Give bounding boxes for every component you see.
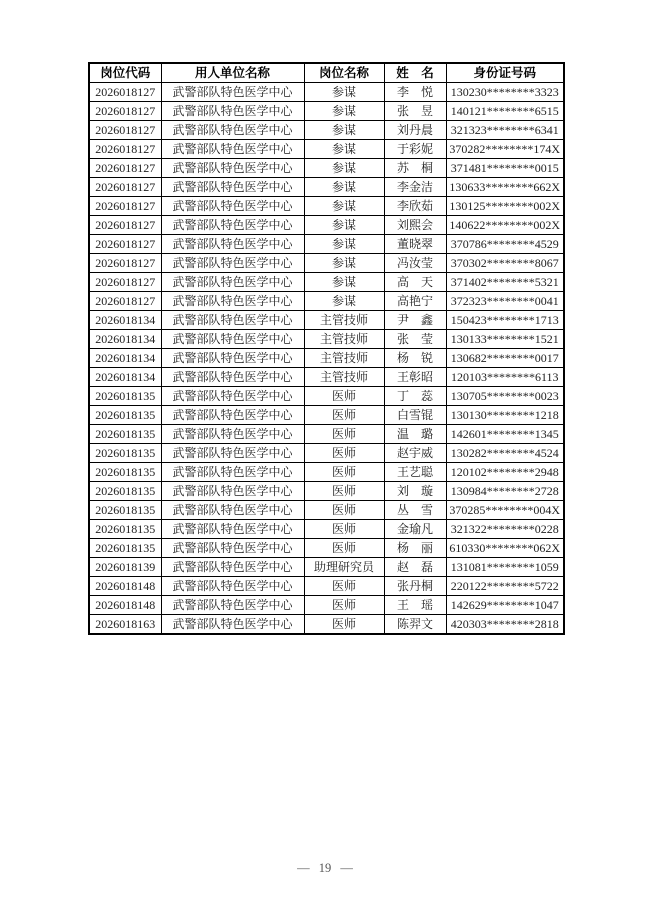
cell-id-number: 140622********002X xyxy=(446,216,564,235)
cell-employer-name: 武警部队特色医学中心 xyxy=(161,311,304,330)
cell-position-code: 2026018127 xyxy=(89,216,161,235)
cell-id-number: 372323********0041 xyxy=(446,292,564,311)
cell-position-name: 参谋 xyxy=(304,83,384,102)
cell-person-name: 刘丹晨 xyxy=(384,121,446,140)
cell-person-name: 丛 雪 xyxy=(384,501,446,520)
cell-person-name: 李欣茹 xyxy=(384,197,446,216)
cell-position-name: 医师 xyxy=(304,425,384,444)
col-header-person-name: 姓 名 xyxy=(384,63,446,83)
cell-employer-name: 武警部队特色医学中心 xyxy=(161,444,304,463)
cell-position-name: 医师 xyxy=(304,520,384,539)
cell-person-name: 王彰昭 xyxy=(384,368,446,387)
cell-person-name: 董晓翠 xyxy=(384,235,446,254)
cell-employer-name: 武警部队特色医学中心 xyxy=(161,520,304,539)
cell-employer-name: 武警部队特色医学中心 xyxy=(161,216,304,235)
cell-id-number: 370302********8067 xyxy=(446,254,564,273)
cell-person-name: 尹 鑫 xyxy=(384,311,446,330)
cell-person-name: 丁 蕊 xyxy=(384,387,446,406)
table-row xyxy=(89,596,564,615)
cell-id-number: 130230********3323 xyxy=(446,83,564,102)
cell-employer-name: 武警部队特色医学中心 xyxy=(161,330,304,349)
cell-person-name: 王艺聪 xyxy=(384,463,446,482)
cell-person-name: 张 昱 xyxy=(384,102,446,121)
cell-employer-name: 武警部队特色医学中心 xyxy=(161,482,304,501)
table-row xyxy=(89,140,564,159)
cell-position-name: 参谋 xyxy=(304,273,384,292)
cell-position-name: 主管技师 xyxy=(304,368,384,387)
cell-id-number: 130130********1218 xyxy=(446,406,564,425)
table-row xyxy=(89,577,564,596)
table-row xyxy=(89,482,564,501)
cell-position-code: 2026018135 xyxy=(89,425,161,444)
cell-position-name: 参谋 xyxy=(304,159,384,178)
cell-employer-name: 武警部队特色医学中心 xyxy=(161,349,304,368)
cell-id-number: 370285********004X xyxy=(446,501,564,520)
cell-employer-name: 武警部队特色医学中心 xyxy=(161,615,304,635)
cell-person-name: 张 莹 xyxy=(384,330,446,349)
cell-employer-name: 武警部队特色医学中心 xyxy=(161,254,304,273)
recruitment-roster-table xyxy=(88,62,565,635)
cell-position-name: 参谋 xyxy=(304,254,384,273)
table-row xyxy=(89,368,564,387)
cell-employer-name: 武警部队特色医学中心 xyxy=(161,292,304,311)
cell-id-number: 130682********0017 xyxy=(446,349,564,368)
cell-position-name: 医师 xyxy=(304,596,384,615)
table-row xyxy=(89,83,564,102)
cell-person-name: 王 瑶 xyxy=(384,596,446,615)
cell-position-code: 2026018127 xyxy=(89,159,161,178)
table-row xyxy=(89,539,564,558)
cell-employer-name: 武警部队特色医学中心 xyxy=(161,121,304,140)
table-row xyxy=(89,463,564,482)
cell-employer-name: 武警部队特色医学中心 xyxy=(161,159,304,178)
cell-id-number: 370786********4529 xyxy=(446,235,564,254)
cell-position-code: 2026018127 xyxy=(89,140,161,159)
table-row xyxy=(89,406,564,425)
cell-person-name: 温 璐 xyxy=(384,425,446,444)
cell-position-code: 2026018135 xyxy=(89,501,161,520)
cell-employer-name: 武警部队特色医学中心 xyxy=(161,140,304,159)
cell-position-code: 2026018135 xyxy=(89,387,161,406)
cell-position-name: 参谋 xyxy=(304,102,384,121)
table-row xyxy=(89,349,564,368)
cell-person-name: 李 悦 xyxy=(384,83,446,102)
cell-employer-name: 武警部队特色医学中心 xyxy=(161,577,304,596)
cell-id-number: 371402********5321 xyxy=(446,273,564,292)
cell-id-number: 130705********0023 xyxy=(446,387,564,406)
cell-position-code: 2026018127 xyxy=(89,235,161,254)
cell-employer-name: 武警部队特色医学中心 xyxy=(161,83,304,102)
cell-position-code: 2026018135 xyxy=(89,539,161,558)
cell-employer-name: 武警部队特色医学中心 xyxy=(161,539,304,558)
cell-id-number: 150423********1713 xyxy=(446,311,564,330)
cell-position-name: 医师 xyxy=(304,539,384,558)
table-row xyxy=(89,444,564,463)
cell-id-number: 220122********5722 xyxy=(446,577,564,596)
cell-employer-name: 武警部队特色医学中心 xyxy=(161,501,304,520)
cell-id-number: 610330********062X xyxy=(446,539,564,558)
cell-person-name: 苏 桐 xyxy=(384,159,446,178)
cell-person-name: 赵 磊 xyxy=(384,558,446,577)
table-row xyxy=(89,311,564,330)
cell-position-code: 2026018127 xyxy=(89,121,161,140)
table-row xyxy=(89,615,564,635)
cell-position-name: 参谋 xyxy=(304,178,384,197)
table-row xyxy=(89,121,564,140)
cell-employer-name: 武警部队特色医学中心 xyxy=(161,425,304,444)
cell-id-number: 130133********1521 xyxy=(446,330,564,349)
cell-position-code: 2026018148 xyxy=(89,596,161,615)
table-row xyxy=(89,501,564,520)
table-row xyxy=(89,159,564,178)
cell-employer-name: 武警部队特色医学中心 xyxy=(161,273,304,292)
cell-position-name: 医师 xyxy=(304,482,384,501)
cell-employer-name: 武警部队特色医学中心 xyxy=(161,387,304,406)
cell-position-code: 2026018135 xyxy=(89,482,161,501)
cell-position-name: 参谋 xyxy=(304,292,384,311)
cell-person-name: 陈羿文 xyxy=(384,615,446,635)
cell-person-name: 冯汝莹 xyxy=(384,254,446,273)
cell-position-name: 参谋 xyxy=(304,121,384,140)
cell-id-number: 130282********4524 xyxy=(446,444,564,463)
cell-person-name: 杨 丽 xyxy=(384,539,446,558)
table-row xyxy=(89,425,564,444)
table-row xyxy=(89,178,564,197)
cell-position-code: 2026018135 xyxy=(89,444,161,463)
cell-person-name: 高 天 xyxy=(384,273,446,292)
cell-id-number: 371481********0015 xyxy=(446,159,564,178)
table-row xyxy=(89,558,564,577)
table-row xyxy=(89,292,564,311)
cell-position-code: 2026018127 xyxy=(89,273,161,292)
cell-position-code: 2026018127 xyxy=(89,197,161,216)
cell-employer-name: 武警部队特色医学中心 xyxy=(161,596,304,615)
cell-position-name: 参谋 xyxy=(304,235,384,254)
cell-position-name: 医师 xyxy=(304,615,384,635)
cell-position-code: 2026018127 xyxy=(89,178,161,197)
table-header-row xyxy=(89,63,564,83)
cell-id-number: 130984********2728 xyxy=(446,482,564,501)
cell-id-number: 321323********6341 xyxy=(446,121,564,140)
cell-position-code: 2026018134 xyxy=(89,368,161,387)
table-row xyxy=(89,235,564,254)
cell-employer-name: 武警部队特色医学中心 xyxy=(161,235,304,254)
table-row xyxy=(89,330,564,349)
cell-id-number: 142629********1047 xyxy=(446,596,564,615)
cell-position-code: 2026018127 xyxy=(89,83,161,102)
cell-position-name: 医师 xyxy=(304,387,384,406)
cell-person-name: 刘 璇 xyxy=(384,482,446,501)
page-number-footer: — 19 — xyxy=(297,861,353,875)
cell-employer-name: 武警部队特色医学中心 xyxy=(161,368,304,387)
cell-position-code: 2026018135 xyxy=(89,463,161,482)
cell-position-code: 2026018127 xyxy=(89,292,161,311)
cell-employer-name: 武警部队特色医学中心 xyxy=(161,178,304,197)
cell-id-number: 130633********662X xyxy=(446,178,564,197)
cell-person-name: 杨 锐 xyxy=(384,349,446,368)
cell-employer-name: 武警部队特色医学中心 xyxy=(161,463,304,482)
cell-position-code: 2026018139 xyxy=(89,558,161,577)
cell-person-name: 李金洁 xyxy=(384,178,446,197)
table-row xyxy=(89,520,564,539)
cell-person-name: 金瑜凡 xyxy=(384,520,446,539)
cell-employer-name: 武警部队特色医学中心 xyxy=(161,197,304,216)
cell-employer-name: 武警部队特色医学中心 xyxy=(161,558,304,577)
cell-employer-name: 武警部队特色医学中心 xyxy=(161,102,304,121)
cell-position-name: 医师 xyxy=(304,501,384,520)
cell-id-number: 321322********0228 xyxy=(446,520,564,539)
table-row xyxy=(89,273,564,292)
cell-position-name: 医师 xyxy=(304,577,384,596)
col-header-id-number: 身份证号码 xyxy=(446,63,564,83)
cell-position-code: 2026018135 xyxy=(89,406,161,425)
cell-position-name: 医师 xyxy=(304,463,384,482)
col-header-employer-name: 用人单位名称 xyxy=(161,63,304,83)
cell-id-number: 420303********2818 xyxy=(446,615,564,635)
cell-id-number: 120103********6113 xyxy=(446,368,564,387)
cell-id-number: 140121********6515 xyxy=(446,102,564,121)
cell-position-name: 医师 xyxy=(304,444,384,463)
cell-person-name: 赵宇威 xyxy=(384,444,446,463)
table-row xyxy=(89,387,564,406)
col-header-position-name: 岗位名称 xyxy=(304,63,384,83)
cell-position-name: 助理研究员 xyxy=(304,558,384,577)
cell-position-code: 2026018134 xyxy=(89,311,161,330)
cell-position-code: 2026018134 xyxy=(89,349,161,368)
cell-person-name: 于彩妮 xyxy=(384,140,446,159)
cell-employer-name: 武警部队特色医学中心 xyxy=(161,406,304,425)
cell-position-code: 2026018148 xyxy=(89,577,161,596)
table-row xyxy=(89,102,564,121)
table-row xyxy=(89,197,564,216)
cell-id-number: 370282********174X xyxy=(446,140,564,159)
cell-id-number: 142601********1345 xyxy=(446,425,564,444)
cell-id-number: 120102********2948 xyxy=(446,463,564,482)
table-body xyxy=(89,83,564,635)
cell-id-number: 131081********1059 xyxy=(446,558,564,577)
cell-position-name: 主管技师 xyxy=(304,330,384,349)
cell-person-name: 刘熙会 xyxy=(384,216,446,235)
cell-position-name: 参谋 xyxy=(304,140,384,159)
cell-position-name: 参谋 xyxy=(304,216,384,235)
cell-person-name: 高艳宁 xyxy=(384,292,446,311)
table-row xyxy=(89,254,564,273)
cell-person-name: 张丹桐 xyxy=(384,577,446,596)
col-header-position-code: 岗位代码 xyxy=(89,63,161,83)
cell-position-name: 主管技师 xyxy=(304,311,384,330)
cell-position-code: 2026018135 xyxy=(89,520,161,539)
cell-position-code: 2026018163 xyxy=(89,615,161,635)
cell-id-number: 130125********002X xyxy=(446,197,564,216)
cell-position-name: 医师 xyxy=(304,406,384,425)
cell-position-code: 2026018127 xyxy=(89,102,161,121)
cell-position-name: 参谋 xyxy=(304,197,384,216)
table-row xyxy=(89,216,564,235)
cell-person-name: 白雪锟 xyxy=(384,406,446,425)
cell-position-code: 2026018127 xyxy=(89,254,161,273)
cell-position-name: 主管技师 xyxy=(304,349,384,368)
cell-position-code: 2026018134 xyxy=(89,330,161,349)
